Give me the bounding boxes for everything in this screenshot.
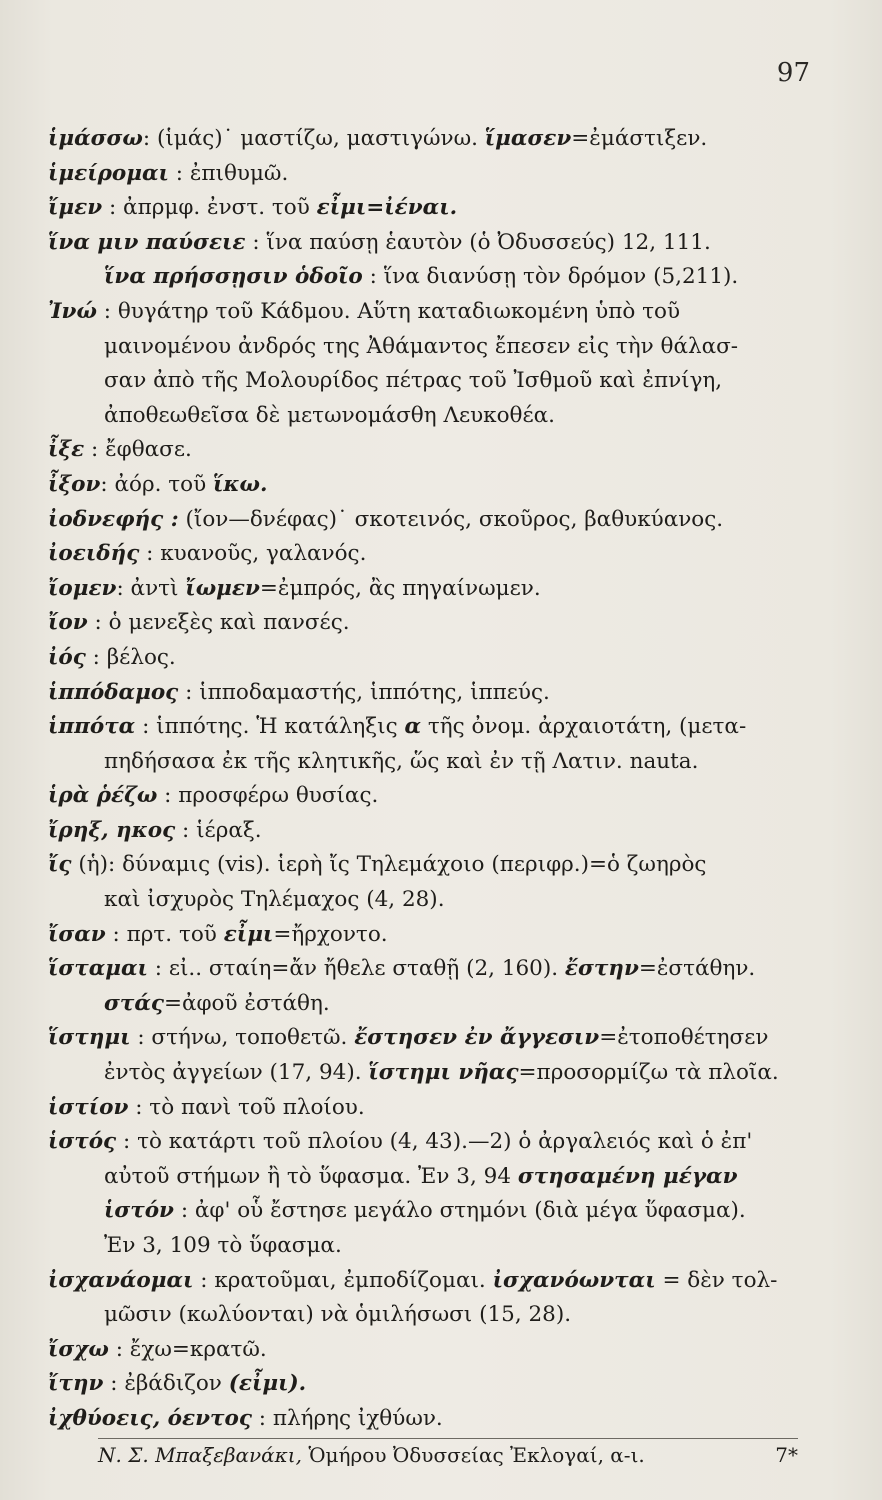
glossary-entry bbox=[48, 226, 838, 295]
glossary-entry bbox=[48, 433, 838, 468]
headword: ἴσαν bbox=[48, 921, 106, 947]
definition-text: τῆς ὀνομ. ἀρχαιοτάτη, (μετα- bbox=[421, 714, 747, 740]
definition-text: ἐντὸς ἀγγείων (17, 94). bbox=[104, 1060, 369, 1086]
headword: ἰσχανάομαι bbox=[48, 1267, 194, 1293]
definition-text: : στήνω, τοποθετῶ. bbox=[130, 1025, 355, 1051]
headword: ἴον bbox=[48, 610, 88, 636]
headword: ἱστός bbox=[48, 1129, 117, 1155]
footer-author: Ν. Σ. Μπαξεβανάκι, bbox=[98, 1443, 302, 1467]
footer-signature: 7* bbox=[775, 1443, 798, 1467]
definition-text: : ἱέραξ. bbox=[175, 817, 262, 843]
definition-text: ἀποθεωθεῖσα δὲ μετωνομάσθη Λευκοθέα. bbox=[104, 402, 555, 428]
headword: ἵσταμαι bbox=[48, 956, 148, 982]
headword: ἰχθύοεις, όεντος bbox=[48, 1405, 252, 1431]
entry-line bbox=[48, 1402, 838, 1437]
entry-line bbox=[48, 676, 838, 711]
entry-line bbox=[48, 745, 838, 780]
definition-text: = δὲν τολ- bbox=[655, 1267, 778, 1293]
definition-text: καὶ ἰσχυρὸς Τηλέμαχος (4, 28). bbox=[104, 887, 445, 913]
definition-text: μαινομένου ἀνδρός της Ἀθάμαντος ἔπεσεν εἰς τὴν θάλασ- bbox=[104, 333, 739, 359]
definition-text: : θυγάτηρ τοῦ Κάδμου. Αὕτη καταδιωκομένη ὑπὸ τοῦ bbox=[96, 298, 681, 324]
definition-text: : ἵνα παύσῃ ἑαυτὸν (ὁ Ὀδυσσεύς) 12, 111. bbox=[245, 229, 711, 255]
entry-line bbox=[48, 1091, 838, 1126]
definition-text: (ἡ): δύναμις (vis). ἱερὴ ἴς Τηλεμάχοιο (περιφρ.)=ὁ ζωηρὸς bbox=[71, 852, 707, 878]
entry-line bbox=[48, 1367, 838, 1402]
entry-line bbox=[48, 641, 838, 676]
headword: στησαμένη μέγαν bbox=[517, 1163, 738, 1189]
headword: ἱρὰ ῥέζω bbox=[48, 783, 158, 809]
page-footer bbox=[98, 1438, 798, 1467]
definition-text: : κρατοῦμαι, ἐμποδίζομαι. bbox=[193, 1267, 493, 1293]
definition-text: : ἔχω=κρατῶ. bbox=[108, 1336, 267, 1362]
definition-text: : ἀφ' οὗ ἔστησε μεγάλο στημόνι (διὰ μέγα ὕφασμα). bbox=[173, 1198, 746, 1224]
headword: α bbox=[404, 714, 422, 740]
headword: ἵμασεν bbox=[484, 126, 572, 151]
entry-line bbox=[48, 503, 838, 538]
definition-text: : ἱπποδαμαστής, ἱππότης, ἱππεύς. bbox=[178, 679, 550, 705]
definition-text: σαν ἀπὸ τῆς Μολουρίδος πέτρας τοῦ Ἰσθμοῦ καὶ ἐπνίγη, bbox=[104, 368, 723, 394]
definition-text: (ἴον—δνέφας)˙ σκοτεινός, σκοῦρος, βαθυκύανος. bbox=[178, 506, 724, 532]
headword: ἶξον bbox=[48, 471, 101, 497]
glossary-entry bbox=[48, 468, 838, 503]
entry-line bbox=[48, 468, 838, 503]
headword: ἱστόν bbox=[104, 1198, 174, 1224]
definition-text: =ἐτοποθέτησεν bbox=[599, 1025, 769, 1051]
glossary-entry bbox=[48, 710, 838, 779]
entry-line bbox=[48, 1056, 838, 1091]
glossary-entry bbox=[48, 1333, 838, 1368]
definition-text: : βέλος. bbox=[85, 644, 176, 670]
definition-text: : πλήρης ἰχθύων. bbox=[251, 1405, 443, 1431]
definition-text: : πρτ. τοῦ bbox=[105, 921, 224, 947]
definition-text: =ἐμάστιξεν. bbox=[571, 126, 708, 151]
entry-line bbox=[48, 226, 838, 261]
glossary-entry bbox=[48, 814, 838, 849]
definition-text: : ἔφθασε. bbox=[84, 437, 192, 463]
footer-title: Ὁμήρου Ὀδυσσείας Ἐκλογαί, α-ι. bbox=[308, 1443, 645, 1467]
entry-line bbox=[48, 814, 838, 849]
entry-line bbox=[48, 1160, 838, 1195]
headword: ἱππότα bbox=[48, 714, 136, 740]
definition-text: : κυανοῦς, γαλανός. bbox=[139, 541, 367, 567]
definition-text: : ἐβάδιζον bbox=[103, 1371, 229, 1397]
entry-line bbox=[48, 918, 838, 953]
definition-text: : ἱππότης. Ἡ κατάληξις bbox=[135, 714, 405, 740]
headword: ἴσχω bbox=[48, 1336, 109, 1362]
definition-text: αὐτοῦ στήμων ἢ τὸ ὕφασμα. Ἐν 3, 94 bbox=[104, 1163, 518, 1189]
glossary-entry bbox=[48, 295, 838, 433]
headword: ἱστίον bbox=[48, 1094, 129, 1120]
headword: ἵνα πρήσσῃσιν ὁδοῖο bbox=[104, 264, 363, 290]
definition-text: πηδήσασα ἐκ τῆς κλητικῆς, ὥς καὶ ἐν τῇ Λατιν. nauta. bbox=[104, 748, 699, 774]
entry-line bbox=[48, 537, 838, 572]
entry-line bbox=[48, 295, 838, 330]
headword: ἵστημι bbox=[48, 1025, 131, 1051]
entry-line bbox=[48, 191, 838, 226]
glossary-entry bbox=[48, 1091, 838, 1126]
entry-line bbox=[48, 848, 838, 883]
headword: ἶξε bbox=[48, 437, 85, 463]
entry-line bbox=[48, 1333, 838, 1368]
definition-text: : (ἱμάς)˙ μαστίζω, μαστιγώνω. bbox=[142, 126, 485, 151]
definition-text: =ἤρχοντο. bbox=[273, 921, 388, 947]
glossary-entries bbox=[48, 122, 838, 1437]
definition-text: : ἀπρμφ. ἐνστ. τοῦ bbox=[102, 195, 317, 221]
definition-text: : ὁ μενεξὲς καὶ πανσές. bbox=[87, 610, 350, 636]
entry-line bbox=[48, 572, 838, 607]
entry-line bbox=[48, 330, 838, 365]
headword: ἵνα μιν παύσειε bbox=[48, 229, 246, 255]
headword: ἴρηξ, ηκος bbox=[48, 817, 176, 843]
glossary-entry bbox=[48, 676, 838, 711]
entry-line bbox=[48, 364, 838, 399]
headword: ἔστησεν ἐν ἄγγεσιν bbox=[354, 1025, 600, 1051]
definition-text: : ἵνα διανύσῃ τὸν δρόμον (5,211). bbox=[362, 264, 739, 290]
glossary-entry bbox=[48, 641, 838, 676]
definition-text: : ἀόρ. τοῦ bbox=[100, 471, 213, 497]
headword: ἱμάσσω bbox=[48, 126, 143, 151]
entry-line bbox=[48, 710, 838, 745]
definition-text: : ἐπιθυμῶ. bbox=[168, 160, 289, 186]
definition-text: : ἀντὶ bbox=[116, 575, 186, 601]
glossary-entry bbox=[48, 779, 838, 814]
entry-line bbox=[48, 1125, 838, 1160]
headword: ἵκω. bbox=[213, 471, 268, 497]
headword: ἴωμεν bbox=[185, 575, 260, 601]
entry-line bbox=[48, 399, 838, 434]
headword: ἱμείρομαι bbox=[48, 160, 169, 186]
glossary-entry bbox=[48, 503, 838, 538]
page-number: 97 bbox=[776, 58, 810, 88]
glossary-entry bbox=[48, 1264, 838, 1333]
entry-line bbox=[48, 157, 838, 192]
definition-text: =ἐστάθην. bbox=[638, 956, 756, 982]
glossary-entry bbox=[48, 157, 838, 192]
glossary-entry bbox=[48, 1402, 838, 1437]
entry-line bbox=[48, 952, 838, 987]
definition-text: μῶσιν (κωλύονται) νὰ ὁμιλήσωσι (15, 28). bbox=[104, 1302, 572, 1328]
headword: (εἶμι). bbox=[228, 1371, 307, 1397]
entry-line bbox=[48, 1229, 838, 1264]
headword: ἰοειδής bbox=[48, 541, 140, 567]
headword: ἰσχανόωνται bbox=[492, 1267, 656, 1293]
glossary-entry bbox=[48, 572, 838, 607]
headword: Ἰνώ bbox=[48, 298, 97, 324]
glossary-entry bbox=[48, 1367, 838, 1402]
glossary-entry bbox=[48, 848, 838, 917]
definition-text: : εἰ.. σταίη=ἄν ἤθελε σταθῇ (2, 160). bbox=[147, 956, 565, 982]
entry-line bbox=[48, 433, 838, 468]
entry-line bbox=[48, 1264, 838, 1299]
headword: ἴμεν bbox=[48, 195, 103, 221]
glossary-entry bbox=[48, 1021, 838, 1090]
entry-line bbox=[48, 987, 838, 1022]
headword: ἵστημι νῆας bbox=[368, 1060, 519, 1086]
headword: ἰός bbox=[48, 644, 86, 670]
entry-line bbox=[48, 779, 838, 814]
entry-line bbox=[48, 1021, 838, 1056]
footer-citation bbox=[98, 1443, 645, 1467]
headword: ἰοδνεφής : bbox=[48, 506, 179, 532]
entry-line bbox=[48, 1194, 838, 1229]
headword: ἴτην bbox=[48, 1371, 104, 1397]
headword: ἱππόδαμος bbox=[48, 679, 179, 705]
entry-line bbox=[48, 606, 838, 641]
definition-text: =ἐμπρός, ἂς πηγαίνωμεν. bbox=[259, 575, 541, 601]
entry-line bbox=[48, 260, 838, 295]
headword: εἶμι=ἰέναι. bbox=[316, 195, 458, 221]
glossary-entry bbox=[48, 537, 838, 572]
headword: στάς bbox=[104, 990, 164, 1016]
entry-line bbox=[48, 1298, 838, 1333]
glossary-entry bbox=[48, 606, 838, 641]
glossary-entry bbox=[48, 952, 838, 1021]
headword: εἶμι bbox=[223, 921, 274, 947]
headword: ἴομεν bbox=[48, 575, 117, 601]
definition-text: : τὸ πανὶ τοῦ πλοίου. bbox=[128, 1094, 365, 1120]
definition-text: =προσορμίζω τὰ πλοῖα. bbox=[518, 1060, 779, 1086]
glossary-entry bbox=[48, 122, 838, 157]
definition-text: =ἀφοῦ ἐστάθη. bbox=[163, 990, 330, 1016]
definition-text: : προσφέρω θυσίας. bbox=[157, 783, 379, 809]
definition-text: : τὸ κατάρτι τοῦ πλοίου (4, 43).—2) ὁ ἀργαλειός καὶ ὁ ἐπ' bbox=[116, 1129, 753, 1155]
glossary-entry bbox=[48, 191, 838, 226]
headword: ἔστην bbox=[564, 956, 639, 982]
headword: ἴς bbox=[48, 852, 72, 878]
entry-line bbox=[48, 883, 838, 918]
glossary-entry bbox=[48, 918, 838, 953]
definition-text: Ἐν 3, 109 τὸ ὕφασμα. bbox=[104, 1233, 342, 1258]
glossary-entry bbox=[48, 1125, 838, 1263]
entry-line bbox=[48, 122, 838, 157]
